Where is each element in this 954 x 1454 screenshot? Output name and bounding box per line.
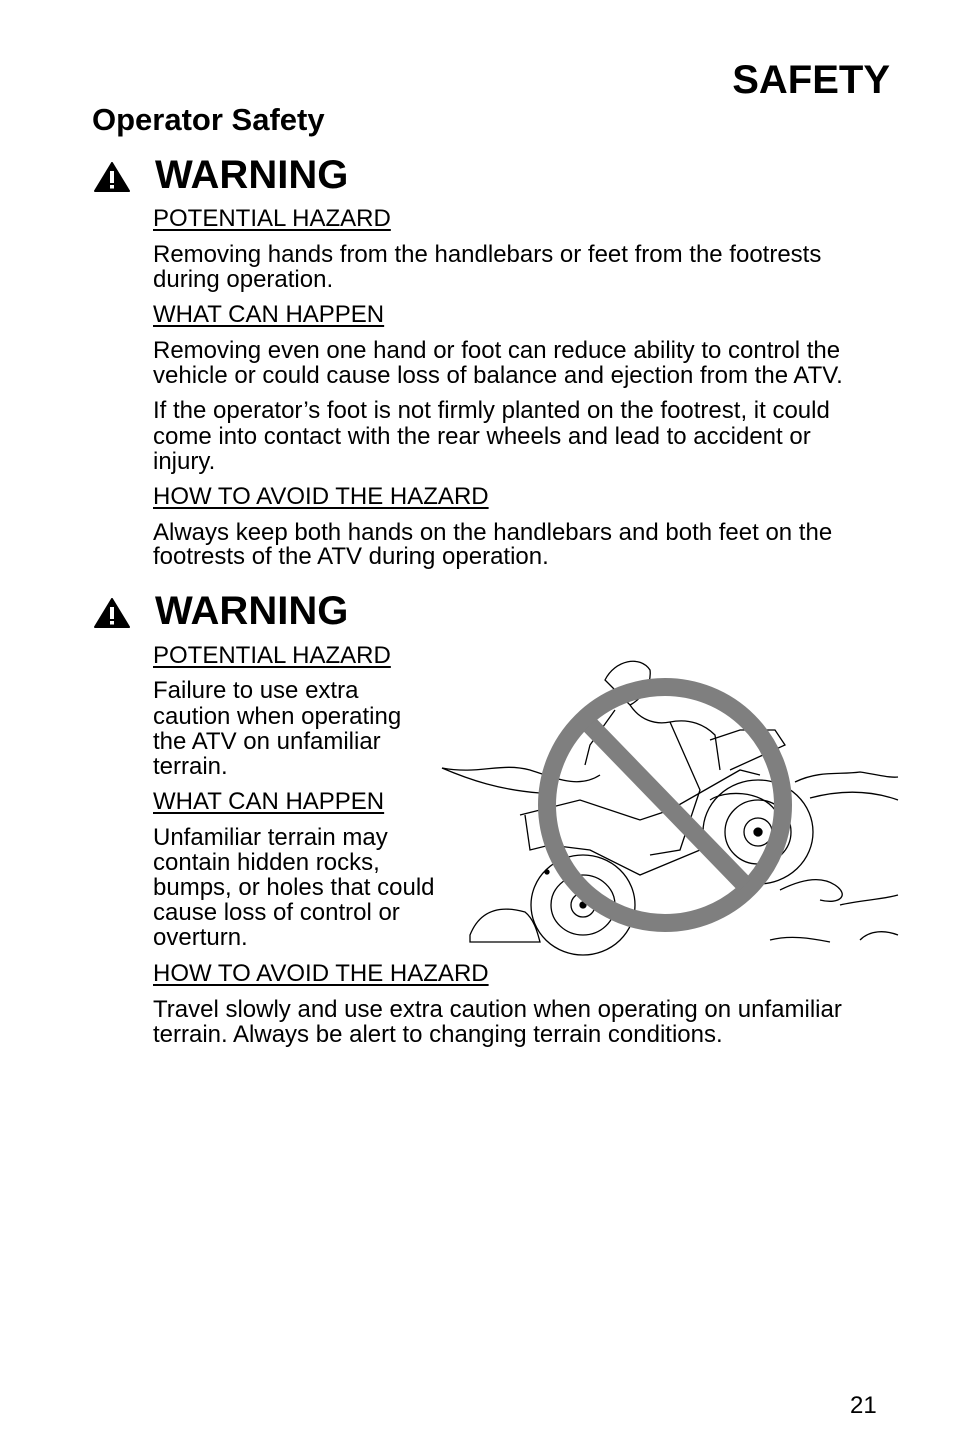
body-line: footrests of the ATV during operation. — [153, 543, 549, 570]
potential-hazard-heading: POTENTIAL HAZARD — [153, 205, 391, 232]
body-line: cause loss of control or — [153, 899, 400, 926]
potential-hazard-heading: POTENTIAL HAZARD — [153, 642, 391, 669]
body-line: terrain. Always be alert to changing terrain conditions. — [153, 1021, 723, 1048]
body-line: during operation. — [153, 266, 334, 293]
subsection-title: Operator Safety — [92, 102, 325, 137]
how-to-avoid-heading: HOW TO AVOID THE HAZARD — [153, 483, 489, 510]
section-title: SAFETY — [732, 58, 890, 102]
body-line: Removing even one hand or foot can reduce ability to control the — [153, 337, 841, 364]
warning-heading: WARNING — [155, 153, 349, 197]
body-line: come into contact with the rear wheels and lead to accident or — [153, 423, 811, 450]
how-to-avoid-heading: HOW TO AVOID THE HAZARD — [153, 960, 489, 987]
warning-triangle-icon — [94, 162, 130, 192]
warning-heading: WARNING — [155, 589, 349, 633]
page-number: 21 — [850, 1392, 877, 1419]
body-line: the ATV on unfamiliar — [153, 728, 381, 755]
atv-terrain-prohibited-illustration — [440, 650, 900, 960]
body-line: Failure to use extra — [153, 677, 359, 704]
body-line: vehicle or could cause loss of balance and ejection from the ATV. — [153, 362, 843, 389]
body-line: Travel slowly and use extra caution when operating on unfamiliar — [153, 996, 842, 1023]
body-line: injury. — [153, 448, 216, 475]
body-line: overturn. — [153, 924, 248, 951]
body-line: terrain. — [153, 753, 228, 780]
body-line: caution when operating — [153, 703, 402, 730]
what-can-happen-heading: WHAT CAN HAPPEN — [153, 788, 385, 815]
body-line: Unfamiliar terrain may — [153, 824, 388, 851]
body-line: Removing hands from the handlebars or feet from the footrests — [153, 241, 822, 268]
body-line: Always keep both hands on the handlebars and both feet on the — [153, 519, 833, 546]
body-line: bumps, or holes that could — [153, 874, 435, 901]
body-line: If the operator’s foot is not firmly planted on the footrest, it could — [153, 397, 830, 424]
warning-triangle-icon — [94, 598, 130, 628]
what-can-happen-heading: WHAT CAN HAPPEN — [153, 301, 385, 328]
body-line: contain hidden rocks, — [153, 849, 380, 876]
